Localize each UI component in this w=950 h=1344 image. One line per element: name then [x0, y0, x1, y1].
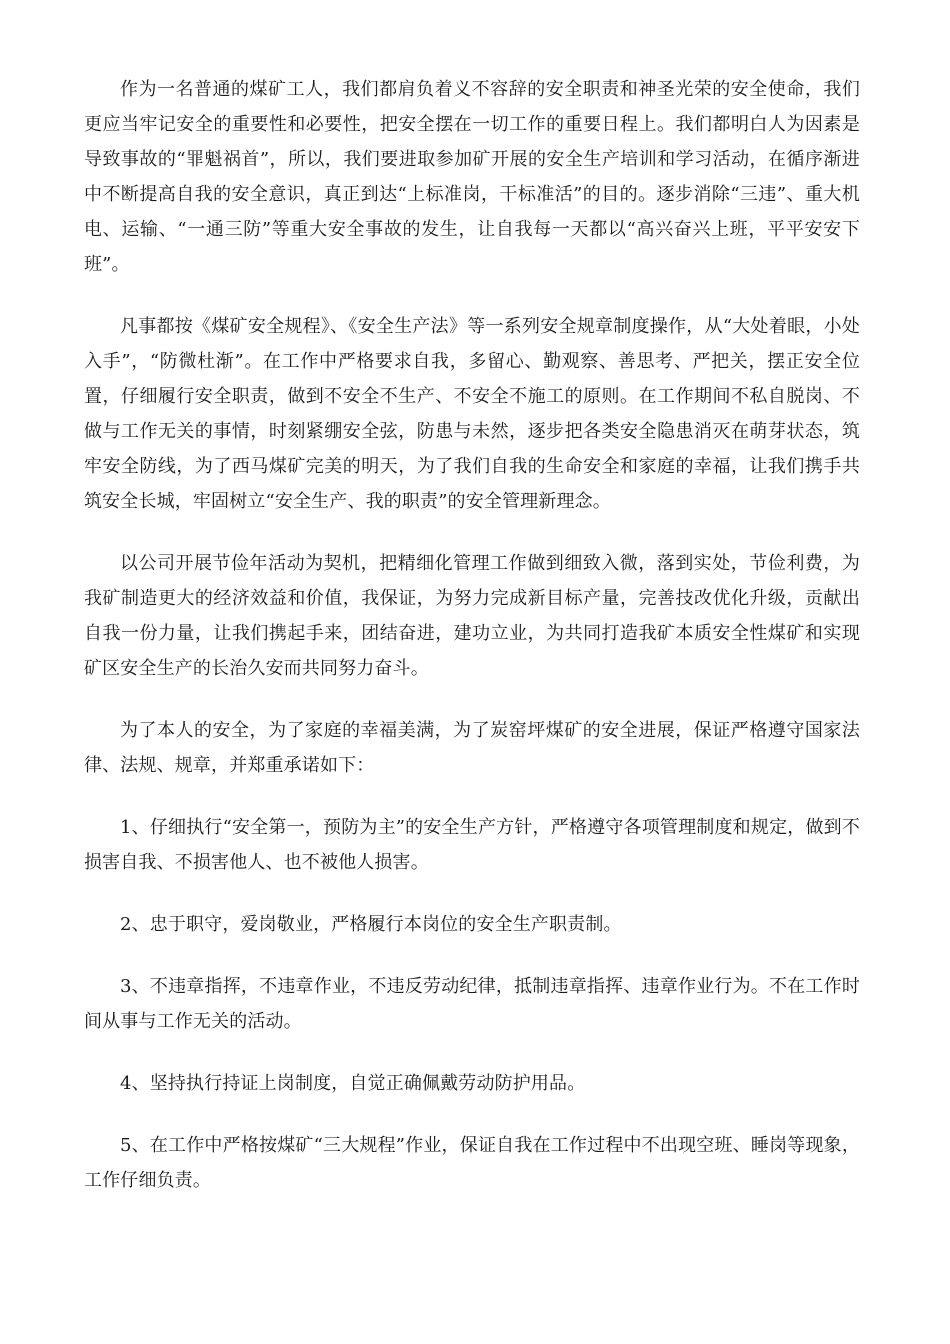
paragraph-pledge-intro: 为了本人的安全，为了家庭的幸福美满，为了炭窑坪煤矿的安全进展，保证严格遵守国家法律、法规、规章，并郑重承诺如下：	[84, 720, 860, 776]
pledge-item-1: 1、仔细执行“安全第一，预防为主”的安全生产方针，严格遵守各项管理制度和规定，做到不损害自我、不损害他人、也不被他人损害。	[84, 817, 860, 873]
pledge-item-3: 3、不违章指挥，不违章作业，不违反劳动纪律，抵制违章指挥、违章作业行为。不在工作时间从事与工作无关的活动。	[84, 976, 860, 1032]
paragraph-safety-mission: 作为一名普通的煤矿工人，我们都肩负着义不容辞的安全职责和神圣光荣的安全使命，我们更应当牢记安全的重要性和必要性，把安全摆在一切工作的重要日程上。我们都明白人为因素是导致事故的“罪魁祸首”，所以，我们要进取参加矿开展的安全生产培训和学习活动，在循序渐进中不断提高自我的安全意识，真正到达“上标准岗，干标准活”的目的。逐步消除“三违”、重大机电、运输、“一通三防”等重大安全事故的发生，让自我每一天都以“高兴奋兴上班，平平安安下班”。	[84, 79, 860, 275]
pledge-item-2: 2、忠于职守，爱岗敬业，严格履行本岗位的安全生产职责制。	[120, 914, 622, 935]
paragraph-regulations: 凡事都按《煤矿安全规程》、《安全生产法》等一系列安全规章制度操作，从“大处着眼，小处入手”，“防微杜渐”。在工作中严格要求自我，多留心、勤观察、善思考、严把关，摆正安全位置，仔细履行安全职责，做到不安全不生产、不安全不施工的原则。在工作期间不私自脱岗、不做与工作无关的事情，时刻紧绷安全弦，防患与未然，逐步把各类安全隐患消灭在萌芽状态，筑牢安全防线，为了西马煤矿完美的明天，为了我们自我的生命安全和家庭的幸福，让我们携手共筑安全长城，牢固树立“安全生产、我的职责”的安全管理新理念。	[84, 316, 860, 512]
paragraph-frugality: 以公司开展节俭年活动为契机，把精细化管理工作做到细致入微，落到实处，节俭利费，为我矿制造更大的经济效益和价值，我保证，为努力完成新目标产量，完善技改优化升级，贡献出自我一份力量，让我们携起手来，团结奋进，建功立业，为共同打造我矿本质安全性煤矿和实现矿区安全生产的长治久安而共同努力奋斗。	[84, 553, 860, 679]
pledge-item-5: 5、在工作中严格按煤矿“三大规程”作业，保证自我在工作过程中不出现空班、睡岗等现象，工作仔细负责。	[84, 1135, 860, 1191]
pledge-item-4: 4、坚持执行持证上岗制度，自觉正确佩戴劳动防护用品。	[120, 1073, 586, 1094]
